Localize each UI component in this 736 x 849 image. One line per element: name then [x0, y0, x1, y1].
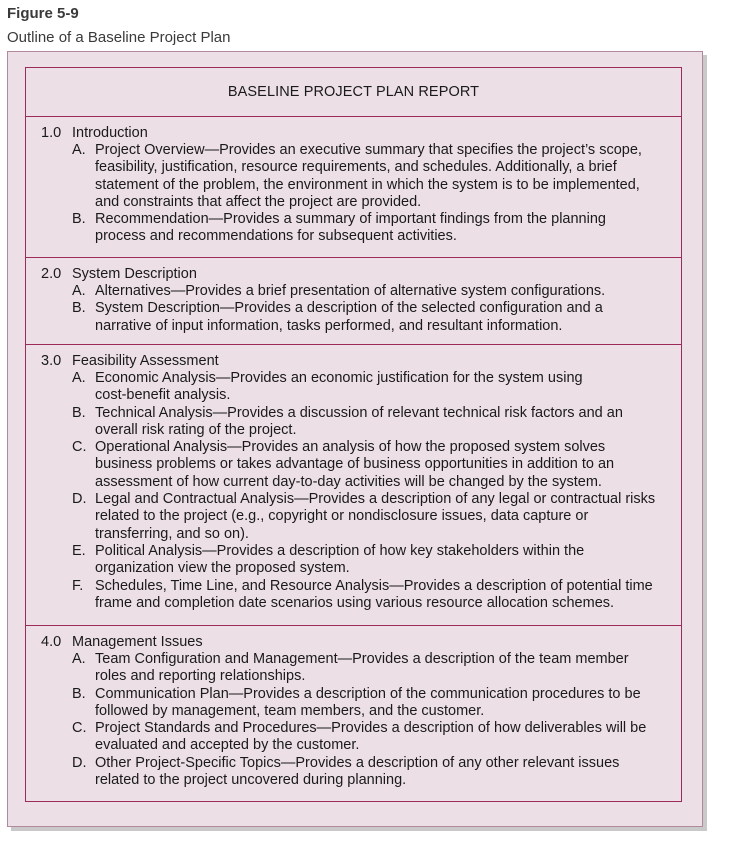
- item-text-line: Alternatives—Provides a brief presentation of alternative system configurations.: [95, 283, 606, 299]
- item-text-line: and constraints that affect the project are provided.: [95, 193, 422, 210]
- item-text-line: assessment of how current day-to-day activities will be changed by the system.: [95, 473, 602, 490]
- outline-item: [41, 142, 681, 211]
- item-letter: D.: [72, 754, 87, 771]
- item-text-line: Legal and Contractual Analysis—Provides a description of any legal or contractual risks: [95, 491, 656, 508]
- item-letter: A.: [72, 283, 86, 299]
- item-text-line: evaluated and accepted by the customer.: [95, 737, 360, 754]
- report-title: BASELINE PROJECT PLAN REPORT: [26, 68, 681, 117]
- item-text-line: Communication Plan—Provides a description of the communication procedures to be: [95, 685, 641, 702]
- item-letter: A.: [72, 370, 86, 386]
- item-text-line: Technical Analysis—Provides a discussion of relevant technical risk factors and an: [95, 404, 623, 421]
- item-text: [95, 283, 660, 300]
- item-text-line: cost-benefit analysis.: [95, 387, 231, 404]
- item-text-line: organization view the proposed system.: [95, 560, 350, 577]
- item-text-line: frame and completion date scenarios using various resource allocation schemes.: [95, 594, 615, 611]
- figure-caption: Outline of a Baseline Project Plan: [7, 29, 231, 46]
- item-text: [95, 578, 660, 613]
- section-heading: [41, 634, 681, 651]
- item-text-line: process and recommendations for subsequent activities.: [95, 228, 457, 245]
- outline-item: [41, 755, 681, 790]
- outline-item: [41, 720, 681, 755]
- section-heading: [41, 353, 681, 370]
- item-text: [95, 370, 660, 405]
- section-title: System Description: [72, 266, 197, 282]
- outline-item: [41, 405, 681, 440]
- report-outline-box: [25, 67, 682, 802]
- item-text: [95, 755, 660, 790]
- item-letter: B.: [72, 404, 86, 421]
- section-system-description: [26, 258, 681, 345]
- outline-item: [41, 283, 681, 300]
- section-number: 2.0: [41, 266, 62, 282]
- item-text-line: related to the project (e.g., copyright or nondisclosure issues, data capture or: [95, 508, 589, 525]
- item-text-line: business problems or takes advantage of business opportunities in addition to an: [95, 456, 615, 473]
- outline-item: [41, 686, 681, 721]
- outline-item: [41, 211, 681, 246]
- section-introduction: [26, 117, 681, 258]
- item-text-line: Schedules, Time Line, and Resource Analysis—Provides a description of potential time: [95, 577, 653, 594]
- item-letter: F.: [72, 577, 84, 594]
- item-text-line: followed by management, team members, and the customer.: [95, 702, 485, 719]
- item-text-line: System Description—Provides a description of the selected configuration and a: [95, 300, 603, 317]
- item-text-line: roles and reporting relationships.: [95, 668, 306, 685]
- item-text-line: Operational Analysis—Provides an analysis of how the proposed system solves: [95, 439, 606, 456]
- item-text: [95, 211, 660, 246]
- item-text-line: Team Configuration and Management—Provides a description of the team member: [95, 651, 629, 667]
- item-text-line: transferring, and so on).: [95, 525, 249, 542]
- item-text: [95, 686, 660, 721]
- item-text-line: Other Project-Specific Topics—Provides a description of any other relevant issues: [95, 754, 620, 771]
- item-text-line: feasibility, justification, resource requirements, and schedules. Additionally, a brief: [95, 159, 617, 176]
- item-text: [95, 439, 660, 491]
- item-letter: A.: [72, 651, 86, 667]
- item-letter: B.: [72, 211, 86, 228]
- item-letter: D.: [72, 491, 87, 508]
- item-text-line: statement of the problem, the environment in which the system is to be implemented,: [95, 176, 640, 193]
- section-management-issues: [26, 626, 681, 802]
- item-text-line: Economic Analysis—Provides an economic justification for the system using: [95, 370, 583, 386]
- figure-number: Figure 5-9: [7, 5, 79, 22]
- item-text-line: narrative of input information, tasks performed, and resultant information.: [95, 317, 563, 334]
- item-text-line: related to the project uncovered during planning.: [95, 772, 407, 789]
- section-number: 4.0: [41, 634, 62, 650]
- item-letter: E.: [72, 542, 86, 559]
- section-number: 1.0: [41, 125, 62, 141]
- section-title: Feasibility Assessment: [72, 353, 219, 369]
- outline-item: [41, 370, 681, 405]
- item-text: [95, 720, 660, 755]
- section-title: Management Issues: [72, 634, 203, 650]
- item-text-line: Political Analysis—Provides a description of how key stakeholders within the: [95, 542, 585, 559]
- outline-item: [41, 578, 681, 613]
- item-text-line: Recommendation—Provides a summary of important findings from the planning: [95, 211, 606, 228]
- section-heading: [41, 125, 681, 142]
- item-letter: B.: [72, 300, 86, 317]
- item-text: [95, 142, 660, 211]
- outline-item: [41, 300, 681, 335]
- item-text-line: Project Overview—Provides an executive summary that specifies the project’s scope,: [95, 142, 642, 158]
- outline-item: [41, 439, 681, 491]
- item-letter: C.: [72, 439, 87, 456]
- outline-item: [41, 651, 681, 686]
- item-text: [95, 405, 660, 440]
- item-text: [95, 491, 660, 543]
- item-letter: C.: [72, 720, 87, 737]
- item-text: [95, 651, 660, 686]
- section-title: Introduction: [72, 125, 148, 141]
- item-text-line: overall risk rating of the project.: [95, 421, 297, 438]
- item-letter: A.: [72, 142, 86, 158]
- section-feasibility-assessment: [26, 345, 681, 626]
- item-text: [95, 543, 660, 578]
- item-text-line: Project Standards and Procedures—Provides a description of how deliverables will be: [95, 720, 647, 737]
- outline-item: [41, 543, 681, 578]
- item-text: [95, 300, 660, 335]
- outline-item: [41, 491, 681, 543]
- section-heading: [41, 266, 681, 283]
- section-number: 3.0: [41, 353, 62, 369]
- item-letter: B.: [72, 685, 86, 702]
- figure-panel: [7, 51, 703, 827]
